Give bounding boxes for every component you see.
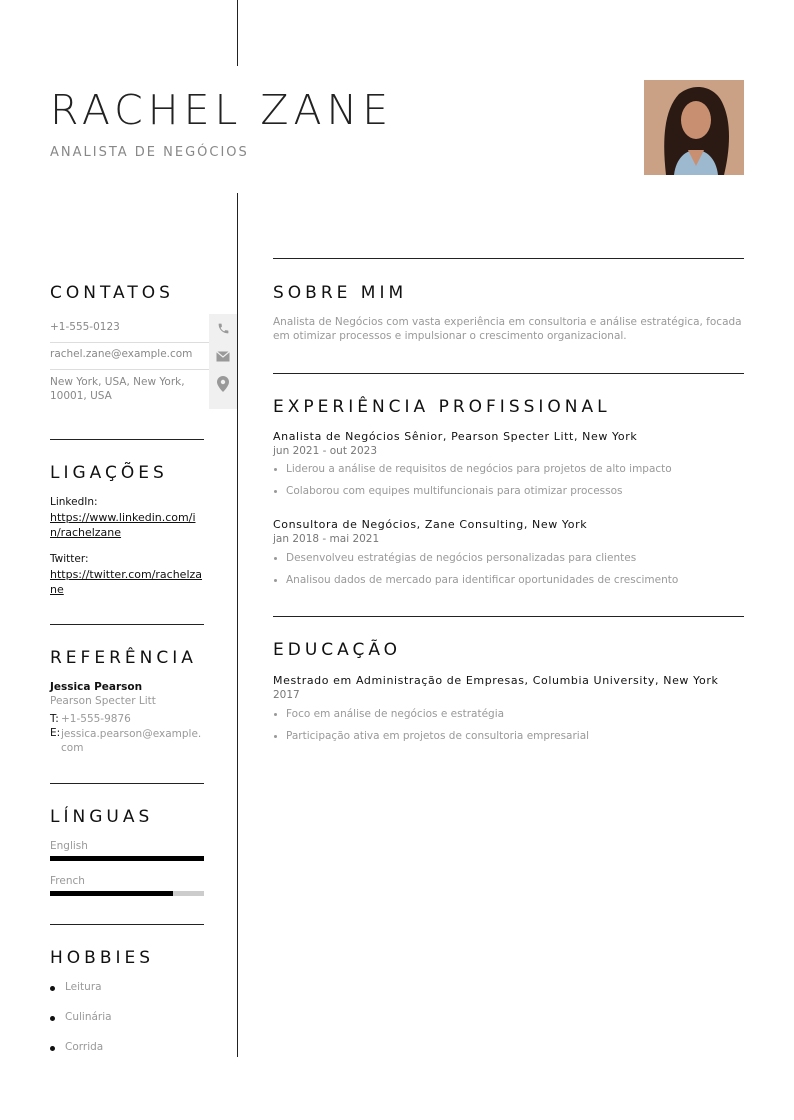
- languages-heading: LÍNGUAS: [50, 807, 154, 827]
- education-bullet: Foco em análise de negócios e estratégia: [286, 708, 505, 720]
- main-divider: [273, 258, 744, 259]
- hobby-item: Culinária: [65, 1011, 112, 1023]
- sidebar-divider: [50, 924, 204, 925]
- location-pin-icon: [209, 370, 237, 398]
- education-bullet: Participação ativa em projetos de consultoria empresarial: [286, 730, 590, 742]
- education-bullet-dot: [274, 713, 277, 716]
- contact-phone[interactable]: +1-555-0123: [50, 321, 120, 333]
- language-level-bar: [50, 891, 204, 896]
- job-bullet: Analisou dados de mercado para identificar oportunidades de crescimento: [286, 574, 679, 586]
- hobby-bullet: [50, 1016, 55, 1021]
- hobby-bullet: [50, 1046, 55, 1051]
- main-divider: [273, 373, 744, 374]
- candidate-title: ANALISTA DE NEGÓCIOS: [50, 145, 249, 160]
- language-level-fill: [50, 856, 204, 861]
- education-bullet-dot: [274, 735, 277, 738]
- contact-divider: [50, 342, 210, 343]
- candidate-name: RACHEL ZANE: [50, 86, 394, 134]
- hobby-item: Leitura: [65, 981, 102, 993]
- job-bullet-dot: [274, 468, 277, 471]
- contact-email[interactable]: rachel.zane@example.com: [50, 348, 193, 360]
- hobby-item: Corrida: [65, 1041, 104, 1053]
- language-name: English: [50, 840, 88, 852]
- job-bullet-dot: [274, 579, 277, 582]
- education-degree: Mestrado em Administração de Empresas, Columbia University, New York: [273, 674, 719, 687]
- job-bullet: Liderou a análise de requisitos de negócios para projetos de alto impacto: [286, 463, 672, 475]
- experience-heading: EXPERIÊNCIA PROFISSIONAL: [273, 397, 611, 417]
- twitter-link[interactable]: https://twitter.com/rachelzane: [50, 568, 203, 596]
- main-divider: [273, 616, 744, 617]
- reference-phone-label: T:: [50, 713, 59, 725]
- profile-photo: [644, 80, 744, 175]
- job-title: Analista de Negócios Sênior, Pearson Specter Litt, New York: [273, 430, 638, 443]
- contact-icon-column: [209, 314, 237, 409]
- education-heading: EDUCAÇÃO: [273, 640, 402, 660]
- linkedin-label: LinkedIn:: [50, 496, 98, 508]
- job-bullet-dot: [274, 557, 277, 560]
- contacts-heading: CONTATOS: [50, 283, 174, 303]
- contact-address: New York, USA, New York, 10001, USA: [50, 376, 185, 402]
- job-title: Consultora de Negócios, Zane Consulting, New York: [273, 518, 588, 531]
- twitter-label: Twitter:: [50, 553, 89, 565]
- sidebar-divider: [50, 624, 204, 625]
- hobby-bullet: [50, 986, 55, 991]
- language-name: French: [50, 875, 85, 887]
- linkedin-link[interactable]: https://www.linkedin.com/in/rachelzane: [50, 511, 196, 539]
- phone-icon: [209, 314, 237, 342]
- reference-email[interactable]: jessica.pearson@example.com: [61, 728, 202, 754]
- reference-company: Pearson Specter Litt: [50, 695, 156, 707]
- reference-phone[interactable]: +1-555-9876: [61, 713, 131, 725]
- job-bullet-dot: [274, 490, 277, 493]
- links-heading: LIGAÇÕES: [50, 463, 168, 483]
- language-level-bar: [50, 856, 204, 861]
- job-bullet: Desenvolveu estratégias de negócios personalizadas para clientes: [286, 552, 637, 564]
- about-text: Analista de Negócios com vasta experiência em consultoria e análise estratégica, focada em otimizar processos e impulsionar o crescimento organizacional.: [273, 316, 742, 342]
- contact-divider: [50, 369, 210, 370]
- reference-email-label: E:: [50, 727, 61, 739]
- sidebar-vertical-rule: [237, 193, 238, 1057]
- reference-name: Jessica Pearson: [50, 681, 143, 693]
- sidebar-divider: [50, 783, 204, 784]
- reference-heading: REFERÊNCIA: [50, 648, 197, 668]
- job-dates: jan 2018 - mai 2021: [273, 533, 380, 545]
- education-year: 2017: [273, 689, 300, 701]
- job-bullet: Colaborou com equipes multifuncionais para otimizar processos: [286, 485, 623, 497]
- job-dates: jun 2021 - out 2023: [273, 445, 378, 457]
- language-level-fill: [50, 891, 173, 896]
- sidebar-divider: [50, 439, 204, 440]
- envelope-icon: [209, 342, 237, 370]
- hobbies-heading: HOBBIES: [50, 948, 155, 968]
- about-heading: SOBRE MIM: [273, 283, 408, 303]
- top-vertical-rule: [237, 0, 238, 66]
